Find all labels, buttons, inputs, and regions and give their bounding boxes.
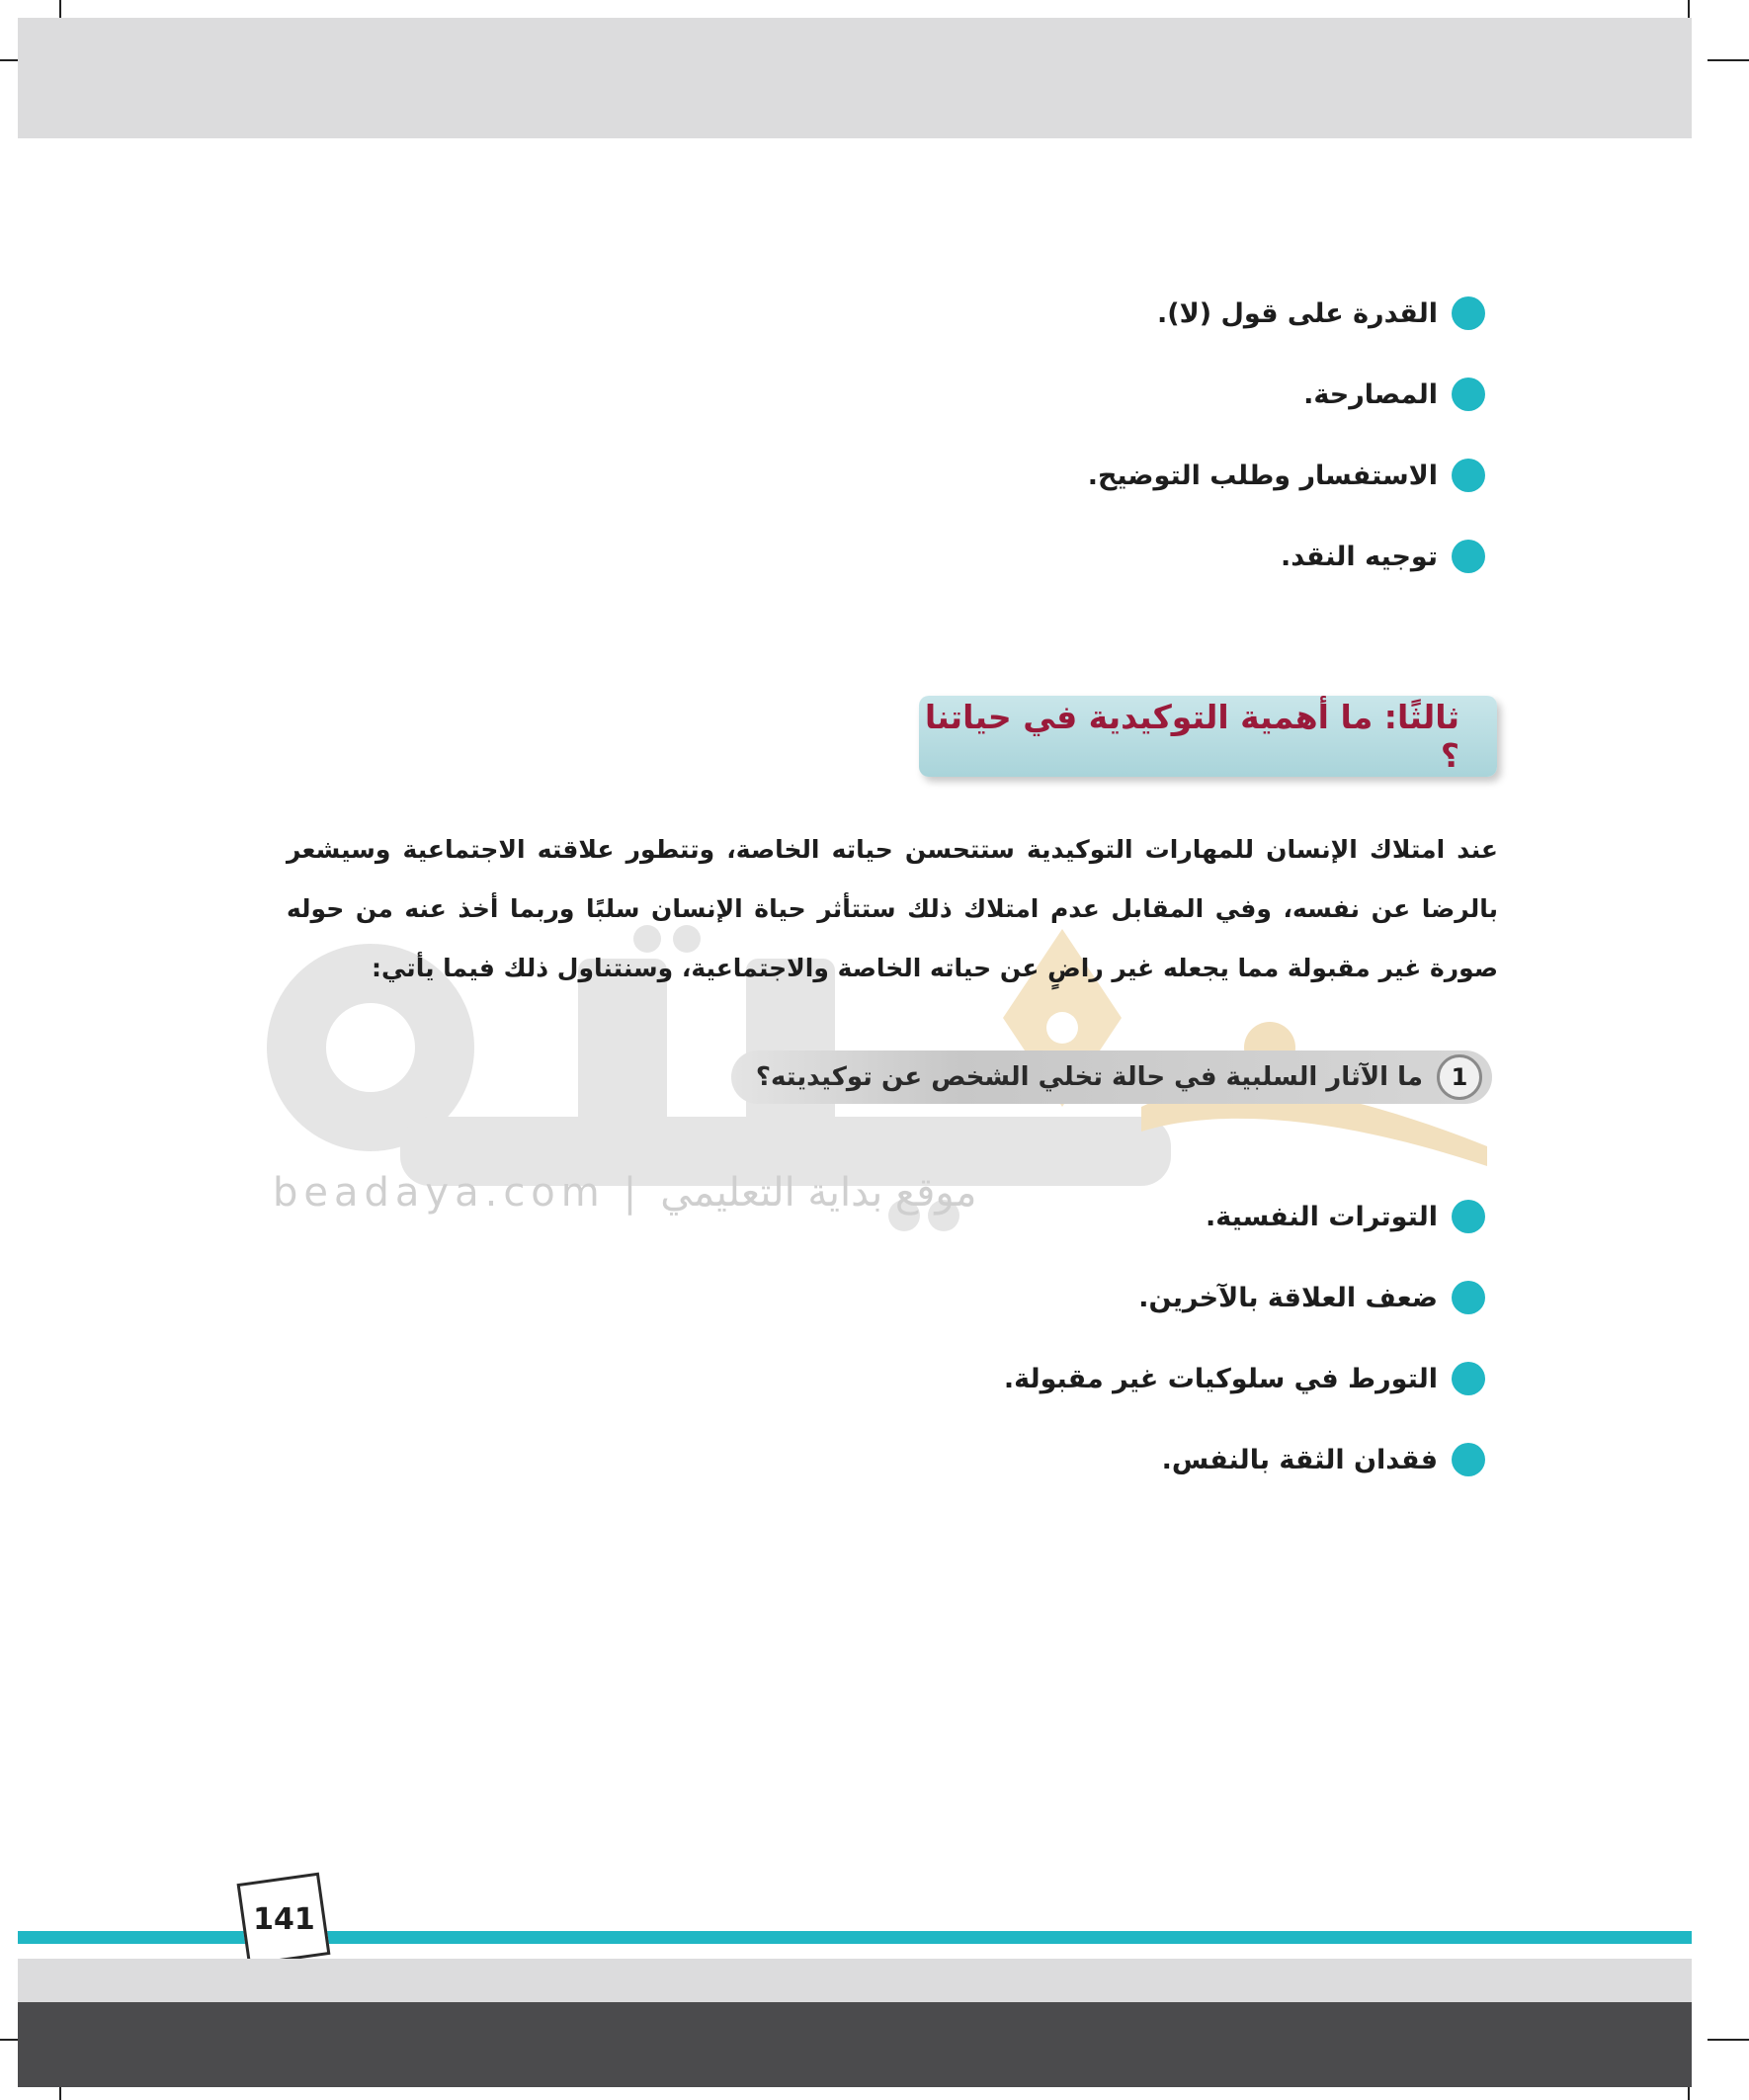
list-item [1088,516,1485,597]
bullet-list-negative-effects [1004,1176,1485,1500]
list-item [1004,1419,1485,1500]
list-item-text: توجيه النقد. [1280,541,1438,572]
bullet-dot-icon [1452,378,1485,411]
subquestion-banner [731,1050,1492,1104]
crop-mark [1707,59,1749,61]
page-number: 141 [252,1901,315,1937]
list-item-text: القدرة على قول (لا). [1157,297,1438,329]
subquestion-text: ما الآثار السلبية في حالة تخلي الشخص عن توكيديته؟ [755,1062,1423,1092]
bullet-dot-icon [1452,540,1485,573]
watermark-text [273,1170,976,1216]
list-item-text: المصارحة. [1303,378,1438,410]
list-item-text: ضعف العلاقة بالآخرين. [1138,1282,1438,1313]
list-item [1088,273,1485,354]
footer-dark-band [18,2002,1692,2087]
list-item [1088,354,1485,435]
list-item [1088,435,1485,516]
bullet-list-assertive-skills [1088,273,1485,597]
list-item-text: فقدان الثقة بالنفس. [1161,1444,1438,1475]
list-item [1004,1176,1485,1257]
crop-mark [1707,2039,1749,2041]
list-item [1004,1257,1485,1338]
list-item [1004,1338,1485,1419]
section-heading [919,696,1497,777]
list-item-text: التورط في سلوكيات غير مقبولة. [1003,1363,1438,1394]
question-number-badge: 1 [1437,1054,1482,1100]
page-number-badge [237,1873,331,1967]
bullet-dot-icon [1452,1281,1485,1314]
bullet-dot-icon [1452,459,1485,492]
list-item-text: التوترات النفسية. [1205,1201,1438,1232]
watermark-site: beadaya.com [273,1170,606,1216]
bullet-dot-icon [1452,1362,1485,1395]
top-header-band [18,18,1692,138]
bullet-dot-icon [1452,1443,1485,1476]
watermark-arabic: موقع بداية التعليمي [660,1170,977,1216]
footer-light-band [18,1959,1692,2002]
section-heading-text: ثالثًا: ما أهمية التوكيدية في حياتنا ؟ [924,698,1459,775]
bullet-dot-icon [1452,1200,1485,1233]
bullet-dot-icon [1452,296,1485,330]
list-item-text: الاستفسار وطلب التوضيح. [1087,460,1438,491]
watermark-separator: | [623,1170,643,1216]
body-paragraph: عند امتلاك الإنسان للمهارات التوكيدية ستتحسن حياته الخاصة، وتتطور علاقته الاجتماعية وسيشعر بالرضا عن نفسه، وفي المقابل عدم امتلاك ذلك ستتأثر حياة الإنسان سلبًا وربما أخذ عنه من حوله صورة غير مقبولة مما يجعله غير راضٍ عن حياته الخاصة والاجتماعية، وسنتناول ذلك فيما يأتي: [287,835,1498,982]
